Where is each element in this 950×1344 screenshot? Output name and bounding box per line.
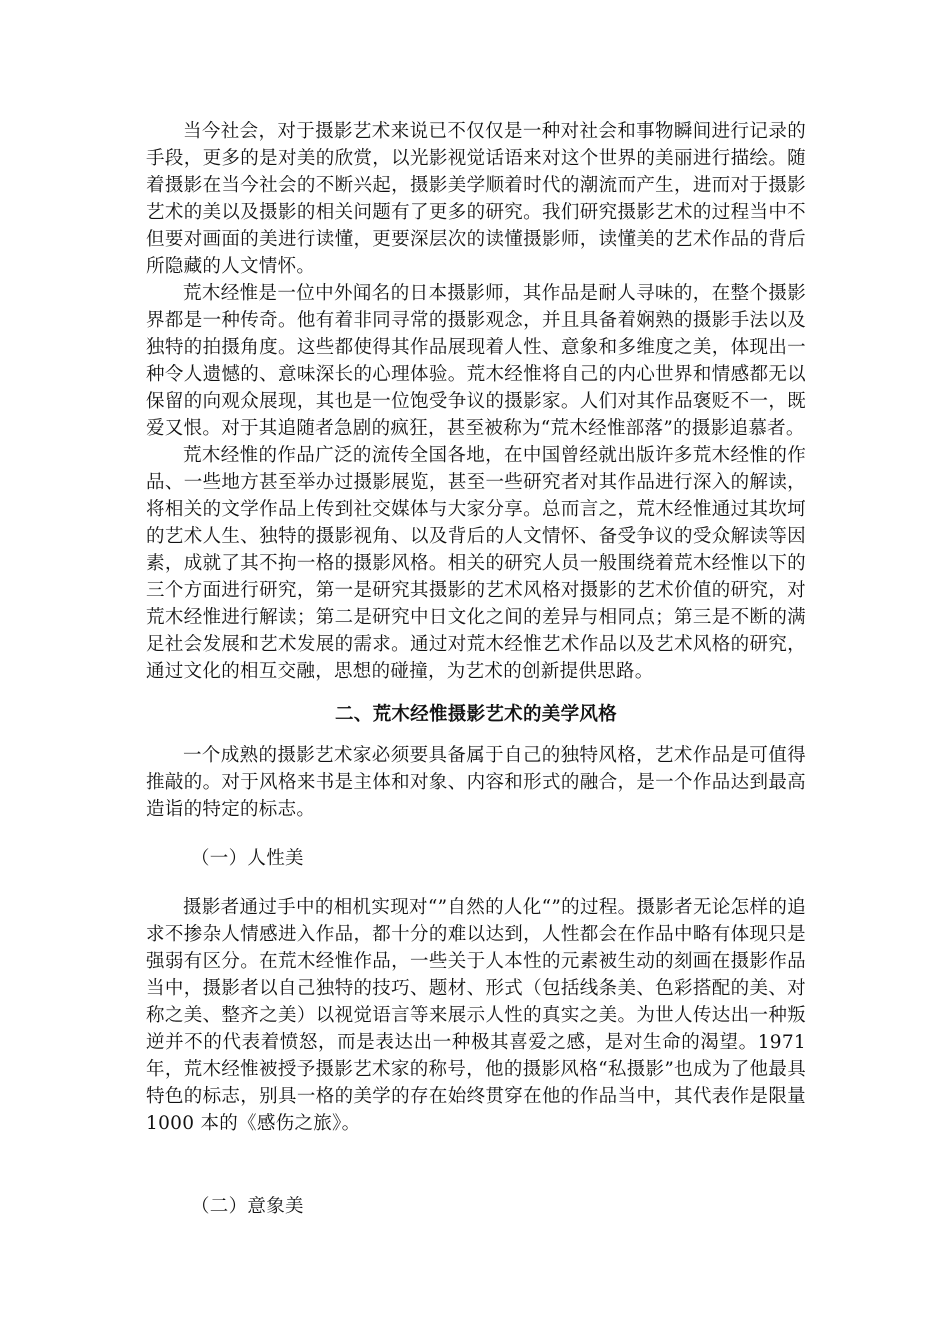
paragraph-araki-intro: 荒木经惟是一位中外闻名的日本摄影师，其作品是耐人寻味的，在整个摄影界都是一种传奇。他有着非同寻常的摄影观念，并且具备着娴熟的摄影手法以及独特的拍摄角度。这些都使得其作品展现着人性、意象和多维度之美，体现出一种令人遗憾的、意味深长的心理体验。荒木经惟将自己的内心世界和情感都无以保留的向观众展现，其也是一位饱受争议的摄影家。人们对其作品褒贬不一，既爱又恨。对于其追随者急剧的疯狂，甚至被称为“荒木经惟部落”的摄影追慕者。 bbox=[146, 283, 806, 439]
paragraph-style-intro: 一个成熟的摄影艺术家必须要具备属于自己的独特风格，艺术作品是可值得推敲的。对于风格来书是主体和对象、内容和形式的融合，是一个作品达到最高造诣的特定的标志。 bbox=[146, 745, 806, 820]
section-heading: 二、荒木经惟摄影艺术的美学风格 bbox=[334, 704, 617, 725]
spacer bbox=[146, 1137, 806, 1193]
spacer bbox=[146, 823, 806, 845]
spacer bbox=[146, 872, 806, 894]
subheading-imagery: （二）意象美 bbox=[191, 1196, 304, 1217]
paragraph-humanity: 摄影者通过手中的相机实现对“”自然的人化“”的过程。摄影者无论怎样的追求不掺杂人情感进入作品，都十分的难以达到，人性都会在作品中略有体现只是强弱有区分。在荒木经惟作品，一些关于人本性的元素被生动的刻画在摄影作品当中，摄影者以自己独特的技巧、题材、形式（包括线条美、色彩搭配的美、对称之美、整齐之美）以视觉语言等来展示人性的真实之美。为世人传达出一种叛逆并不的代表着愤怒，而是表达出一种极其喜爱之感，是对生命的渴望。1971年，荒木经惟被授予摄影艺术家的称号，他的摄影风格“私摄影”也成为了他最具特色的标志，别具一格的美学的存在始终贯穿在他的作品当中，其代表作是限量 1000 本的《感伤之旅》。 bbox=[146, 897, 806, 1134]
subheading-humanity: （一）人性美 bbox=[191, 848, 304, 869]
document-page bbox=[146, 118, 806, 1220]
paragraph-intro: 当今社会，对于摄影艺术来说已不仅仅是一种对社会和事物瞬间进行记录的手段，更多的是对美的欣赏，以光影视觉话语来对这个世界的美丽进行描绘。随着摄影在当今社会的不断兴起，摄影美学顺着时代的潮流而产生，进而对于摄影艺术的美以及摄影的相关问题有了更多的研究。我们研究摄影艺术的过程当中不但要对画面的美进行读懂，更要深层次的读懂摄影师，读懂美的艺术作品的背后所隐藏的人文情怀。 bbox=[146, 121, 806, 277]
paragraph-araki-research: 荒木经惟的作品广泛的流传全国各地，在中国曾经就出版许多荒木经惟的作品、一些地方甚至举办过摄影展览，甚至一些研究者对其作品进行深入的解读，将相关的文学作品上传到社交媒体与大家分享。总而言之，荒木经惟通过其坎坷的艺术人生、独特的摄影视角、以及背后的人文情怀、备受争议的受众解读等因素，成就了其不拘一格的摄影风格。相关的研究人员一般围绕着荒木经惟以下的三个方面进行研究，第一是研究其摄影的艺术风格对摄影的艺术价值的研究，对荒木经惟进行解读；第二是研究中日文化之间的差异与相同点；第三是不断的满足社会发展和艺术发展的需求。通过对荒木经惟艺术作品以及艺术风格的研究，通过文化的相互交融，思想的碰撞，为艺术的创新提供思路。 bbox=[146, 445, 806, 682]
